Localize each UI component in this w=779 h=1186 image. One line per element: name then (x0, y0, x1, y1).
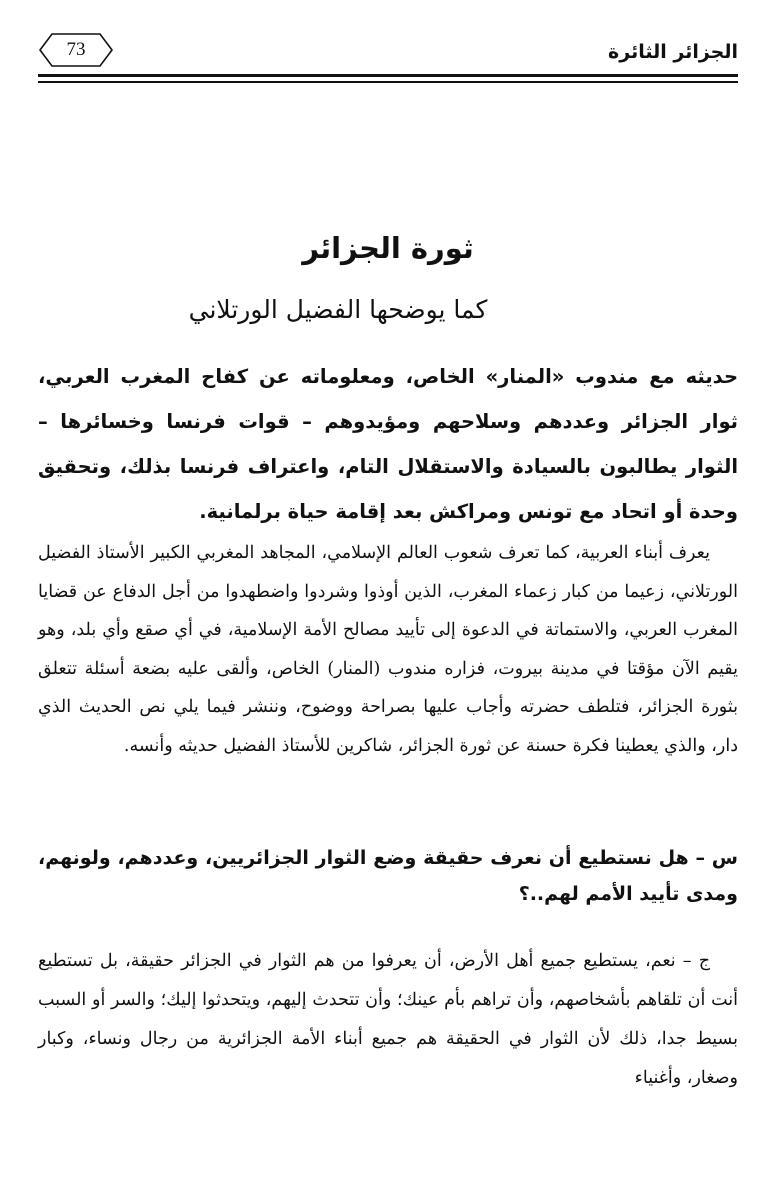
article-summary: حديثه مع مندوب «المنار» الخاص، ومعلوماته عن كفاح المغرب العربي، ثوار الجزائر وعددهم وسلاحهم ومؤيدوهم – قوات فرنسا وخسائرها – الثوار يطالبون بالسيادة والاستقلال التام، واعتراف فرنسا بذلك، وتحقيق وحدة أو اتحاد مع تونس ومراكش بعد إقامة حياة برلمانية. (38, 365, 738, 523)
article-subtitle: كما يوضحها الفضيل الورتلاني (188, 295, 488, 324)
article-title: ثورة الجزائر (302, 231, 474, 265)
page-header (38, 28, 738, 88)
interview-question: س – هل نستطيع أن نعرف حقيقة وضع الثوار الجزائريين، وعددهم، ولونهم، ومدى تأييد الأمم لهم..؟ (38, 847, 738, 905)
running-title: الجزائر الثائرة (608, 41, 738, 63)
header-rule-thin (38, 81, 738, 83)
header-rule-thick (38, 74, 738, 77)
page-number-frame (38, 32, 114, 68)
page-number: 73 (66, 39, 86, 60)
intro-paragraph: يعرف أبناء العربية، كما تعرف شعوب العالم الإسلامي، المجاهد المغربي الكبير الأستاذ الفضيل الورتلاني، زعيما من كبار زعماء المغرب، الذين أوذوا وشردوا واضطهدوا من أجل الدفاع عن قضايا المغرب العربي، والاستماتة في الدعوة إلى تأييد مصالح الأمة الإسلامية، في أي صقع وأي بلد، وهو يقيم الآن مؤقتا في مدينة بيروت، فزاره مندوب (المنار) الخاص، وألقى عليه بضعة أسئلة تتعلق بثورة الجزائر، فتلطف حضرته وأجاب عليها بصراحة ووضوح، وننشر فيما يلي نص الحديث الذي دار، والذي يعطينا فكرة حسنة عن ثورة الجزائر، شاكرين للأستاذ الفضيل حديثه وأنسه. (38, 543, 738, 756)
interview-answer: ج – نعم، يستطيع جميع أهل الأرض، أن يعرفوا من هم الثوار في الجزائر حقيقة، بل تستطيع أنت أن تلقاهم بأشخاصهم، وأن تراهم بأم عينك؛ وأن تتحدث إليهم، ويتحدثوا إليك؛ والسر أو السبب بسيط جدا، ذلك لأن الثوار في الحقيقة هم جميع أبناء الأمة الجزائرية من رجال ونساء، وكبار وصغار، وأغنياء (38, 951, 738, 1088)
